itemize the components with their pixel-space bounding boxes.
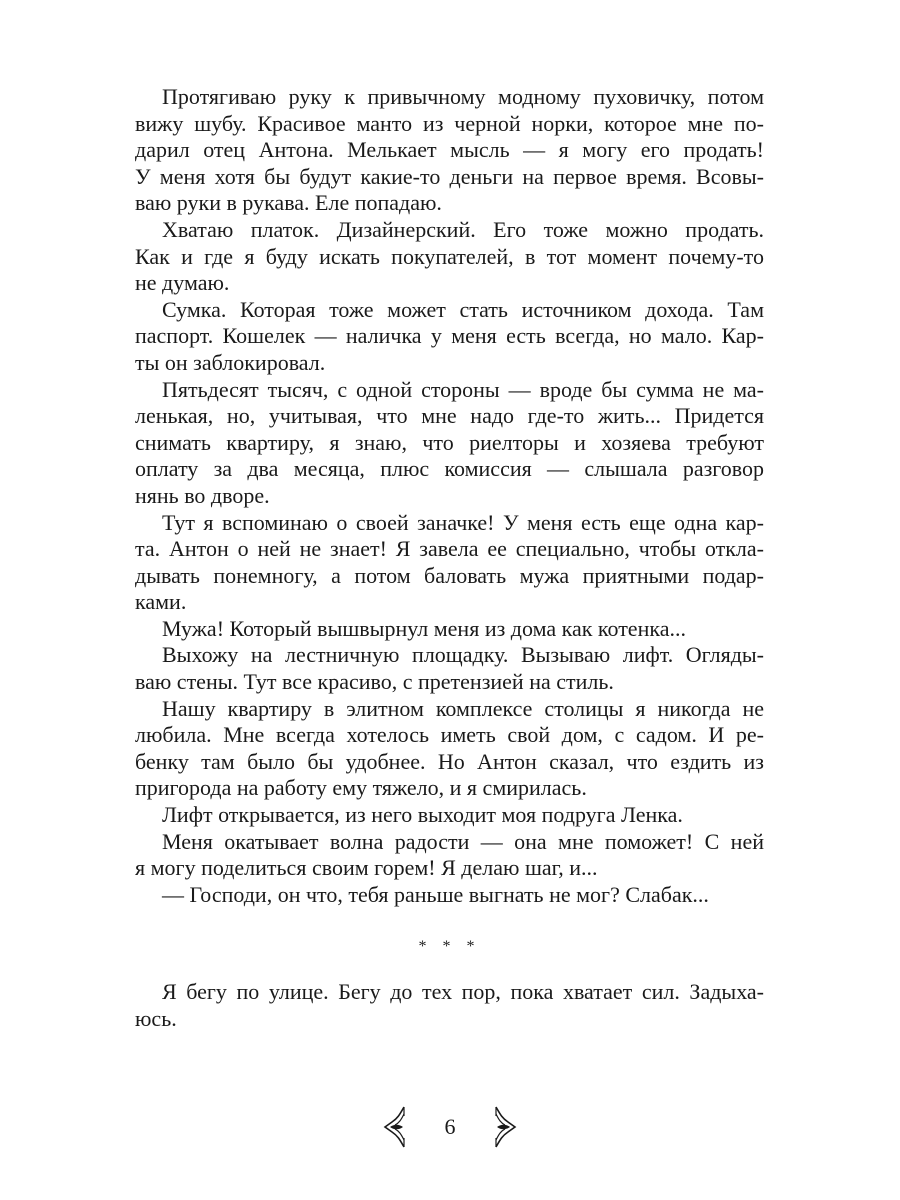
text-body: [135, 84, 764, 908]
text-line: любила. Мне всегда хотелось иметь свой дом, с садом. И ре-: [135, 722, 764, 748]
paragraph: [135, 802, 764, 829]
text-line: та. Антон о ней не знает! Я завела ее специально, чтобы откла-: [135, 536, 764, 562]
text-line: Протягиваю руку к привычному модному пуховичку, потом: [162, 84, 764, 109]
text-line: юсь.: [135, 1005, 177, 1031]
paragraph: [135, 979, 764, 1032]
paragraph: [135, 696, 764, 802]
page-footer: [0, 1104, 900, 1150]
text-line: пригорода на работу ему тяжело, и я смирилась.: [135, 775, 587, 801]
paragraph: [135, 510, 764, 616]
paragraph: [135, 882, 764, 909]
text-line: Я бегу по улице. Бегу до тех пор, пока хватает сил. Задыха-: [162, 979, 764, 1004]
section-separator: * * *: [418, 938, 481, 956]
text-line: Мужа! Который вышвырнул меня из дома как котенка...: [162, 615, 686, 641]
text-line: ваю руки в рукава. Еле попадаю.: [135, 190, 442, 216]
text-line: ты он заблокировал.: [135, 349, 326, 375]
ornament-right-icon: [492, 1104, 518, 1150]
text-line: снимать квартиру, я знаю, что риелторы и хозяева требуют: [135, 429, 764, 455]
paragraph: [135, 84, 764, 217]
text-line: ками.: [135, 589, 187, 615]
text-line: Пятьдесят тысяч, с одной стороны — вроде бы сумма не ма-: [162, 376, 764, 402]
text-line: ленькая, но, учитывая, что мне надо где-то жить... Придется: [135, 403, 764, 429]
text-line: Нашу квартиру в элитном комплексе столицы я никогда не: [162, 695, 764, 721]
text-line: Как и где я буду искать покупателей, в тот момент почему-то: [135, 243, 764, 269]
paragraph: [135, 616, 764, 643]
text-line: не думаю.: [135, 270, 230, 296]
text-line: ваю стены. Тут все красиво, с претензией на стиль.: [135, 669, 614, 695]
book-page: [135, 84, 764, 1032]
text-line: вижу шубу. Красивое манто из черной норки, которое мне по-: [135, 110, 764, 136]
paragraph: [135, 829, 764, 882]
text-line: — Господи, он что, тебя раньше выгнать не мог? Слабак...: [162, 881, 709, 907]
text-line: бенку там было бы удобнее. Но Антон сказал, что ездить из: [135, 748, 764, 774]
text-line: оплату за два месяца, плюс комиссия — слышала разговор: [135, 456, 764, 482]
text-line: Меня окатывает волна радости — она мне поможет! С ней: [162, 828, 764, 854]
ornament-left-icon: [382, 1104, 408, 1150]
paragraph: [135, 217, 764, 297]
text-line: Выхожу на лестничную площадку. Вызываю лифт. Огляды-: [162, 642, 764, 668]
text-line: дарил отец Антона. Мелькает мысль — я могу его продать!: [135, 137, 764, 163]
text-line: У меня хотя бы будут какие-то деньги на первое время. Всовы-: [135, 163, 764, 189]
text-line: я могу поделиться своим горем! Я делаю шаг, и...: [135, 855, 598, 881]
text-line: дывать понемногу, а потом баловать мужа приятными подар-: [135, 562, 764, 588]
page-number: 6: [444, 1114, 456, 1139]
paragraph: [135, 377, 764, 510]
text-line: Тут я вспоминаю о своей заначке! У меня есть еще одна кар-: [162, 509, 764, 535]
text-line: Лифт открывается, из него выходит моя подруга Ленка.: [162, 802, 683, 828]
paragraph: [135, 297, 764, 377]
text-line: Сумка. Которая тоже может стать источником дохода. Там: [162, 296, 764, 322]
paragraph: [135, 642, 764, 695]
text-line: нянь во дворе.: [135, 482, 270, 508]
text-body-continued: [135, 979, 764, 1032]
text-line: паспорт. Кошелек — наличка у меня есть всегда, но мало. Кар-: [135, 323, 764, 349]
text-line: Хватаю платок. Дизайнерский. Его тоже можно продать.: [162, 216, 764, 242]
